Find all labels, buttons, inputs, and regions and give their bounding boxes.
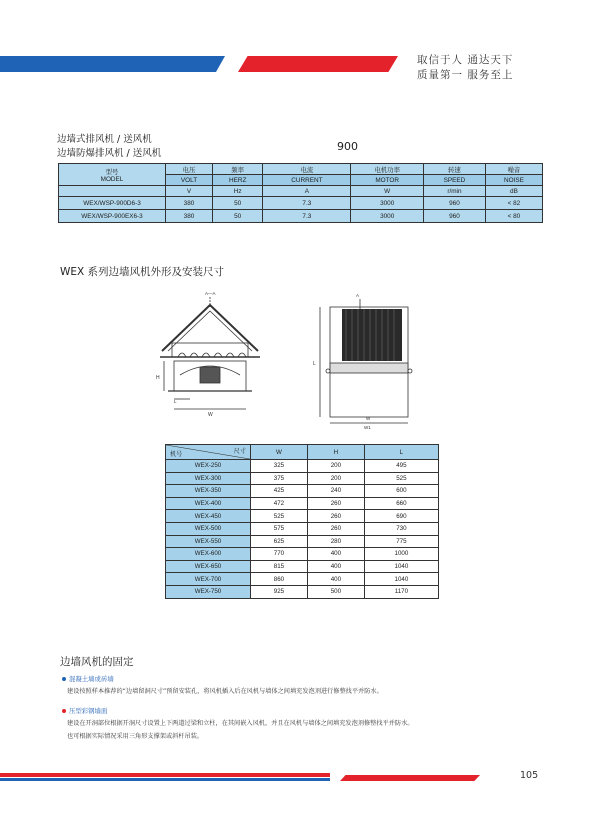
fan-type-line-1: 边墙式排风机 / 送风机	[57, 134, 152, 145]
spec-col-en: MOTOR	[351, 175, 424, 186]
fixing-item-2-text-2: 也可根据实际情况采用三角形支撑架或斜杆吊装。	[67, 733, 204, 740]
spec-col-unit: V	[166, 186, 213, 197]
dim-row	[166, 548, 439, 561]
spec-row	[59, 210, 543, 223]
dim-cell: 280	[307, 535, 364, 548]
spec-col-cn: 电压	[166, 164, 213, 175]
spec-model-en: MODEL	[100, 175, 124, 183]
slogan-line-1: 取信于人 通达天下	[417, 54, 514, 66]
spec-model-header	[59, 164, 166, 186]
bullet-dot-icon	[62, 677, 66, 681]
dim-corner-diagonal	[166, 445, 250, 459]
spec-cell: 50	[213, 210, 263, 223]
dim-cell: 500	[307, 585, 364, 598]
dim-cell: 860	[251, 573, 308, 586]
spec-cell: 3000	[351, 197, 424, 210]
dim-cell: WEX-450	[166, 510, 251, 523]
header-red-stripe	[238, 56, 398, 72]
dim-cell: 660	[364, 497, 438, 510]
drawing-label-right-w: W	[366, 416, 371, 421]
drawing-label-a: A	[356, 293, 360, 298]
header-blue-stripe	[0, 56, 225, 72]
model-code: 900	[337, 140, 358, 153]
dim-row	[166, 522, 439, 535]
spec-col-en: SPEED	[423, 175, 485, 186]
dim-cell: 260	[307, 510, 364, 523]
drawing-label-right-w1: W1	[364, 425, 371, 430]
dim-cell: WEX-400	[166, 497, 251, 510]
spec-col-unit: dB	[485, 186, 542, 197]
dim-cell: WEX-500	[166, 522, 251, 535]
dim-cell: WEX-650	[166, 560, 251, 573]
spec-cell: 7.3	[263, 210, 351, 223]
spec-cell: 960	[423, 210, 485, 223]
fixing-item-2-heading	[62, 706, 107, 715]
fixing-item-1-text: 建设按照样本推荐的“边墙留洞尺寸”预留安装孔，将风机插入后在风机与墙体之间填充发泡剂进行修整找平并防水。	[67, 688, 383, 695]
drawing-label-section: A—A	[205, 291, 216, 296]
spec-col-unit: r/min	[423, 186, 485, 197]
dim-cell: WEX-350	[166, 485, 251, 498]
slogan-line-2: 质量第一 服务至上	[417, 69, 514, 81]
dimension-table	[165, 444, 439, 599]
dimension-drawings	[150, 285, 430, 430]
spec-col-en: HERZ	[213, 175, 263, 186]
dim-cell: 775	[364, 535, 438, 548]
dim-corner-bottom: 机号	[170, 451, 183, 458]
dim-row	[166, 535, 439, 548]
drawing-label-l: L	[174, 399, 177, 404]
fixing-item-2-label: 压型彩钢墙面	[69, 707, 108, 715]
dim-cell: 375	[251, 472, 308, 485]
dim-row	[166, 573, 439, 586]
spec-col-en: VOLT	[166, 175, 213, 186]
dim-cell: 730	[364, 522, 438, 535]
dim-cell: 625	[251, 535, 308, 548]
dim-cell: 925	[251, 585, 308, 598]
spec-col-cn: 转速	[423, 164, 485, 175]
spec-cell: WEX/WSP-900EX6-3	[59, 210, 166, 223]
dim-cell: 200	[307, 472, 364, 485]
spec-cell: < 82	[485, 197, 542, 210]
spec-col-cn: 电机功率	[351, 164, 424, 175]
fixing-title: 边墙风机的固定	[60, 656, 134, 668]
dim-cell: 325	[251, 460, 308, 473]
dim-cell: 525	[364, 472, 438, 485]
spec-col-cn: 噪音	[485, 164, 542, 175]
fixing-item-1-label: 混凝土墙或砖墙	[69, 675, 114, 683]
dim-cell: 472	[251, 497, 308, 510]
dim-row	[166, 472, 439, 485]
spec-col-cn: 频率	[213, 164, 263, 175]
dim-cell: 400	[307, 560, 364, 573]
dim-cell: 525	[251, 510, 308, 523]
footer-red-stripe	[0, 773, 330, 777]
dim-header-w: W	[251, 445, 308, 460]
dim-cell: 575	[251, 522, 308, 535]
fixing-item-1-heading	[62, 674, 114, 683]
dim-cell: WEX-600	[166, 548, 251, 561]
spec-cell: 3000	[351, 210, 424, 223]
dim-cell: 1040	[364, 560, 438, 573]
section-title: WEX 系列边墙风机外形及安装尺寸	[60, 266, 225, 278]
dim-cell: 770	[251, 548, 308, 561]
dim-header-l: L	[364, 445, 438, 460]
fan-type-line-2: 边墙防爆排风机 / 送风机	[57, 148, 162, 159]
dim-cell: WEX-750	[166, 585, 251, 598]
spec-col-unit: A	[263, 186, 351, 197]
dim-cell: 600	[364, 485, 438, 498]
dim-cell: 260	[307, 522, 364, 535]
spec-cell: 50	[213, 197, 263, 210]
dim-cell: 400	[307, 548, 364, 561]
dim-cell: 425	[251, 485, 308, 498]
fixing-item-2-text-1: 建设在开洞部位根据开洞尺寸设置上下两道过梁和立柱，在其间嵌入风机，并且在风机与墙体之间填充发泡剂修整找平并防水。	[67, 720, 414, 727]
dim-cell: 495	[364, 460, 438, 473]
dim-cell: 690	[364, 510, 438, 523]
dim-row	[166, 497, 439, 510]
spec-row	[59, 197, 543, 210]
bullet-dot-icon	[62, 709, 66, 713]
spec-col-unit: Hz	[213, 186, 263, 197]
spec-col-en: CURRENT	[263, 175, 351, 186]
spec-col-unit: W	[351, 186, 424, 197]
spec-cell: 380	[166, 210, 213, 223]
spec-cell: 380	[166, 197, 213, 210]
dim-row	[166, 585, 439, 598]
spec-col-cn: 电流	[263, 164, 351, 175]
spec-cell: < 80	[485, 210, 542, 223]
dim-cell: WEX-550	[166, 535, 251, 548]
dim-cell: 1170	[364, 585, 438, 598]
dim-row	[166, 485, 439, 498]
dim-corner-top: 尺寸	[233, 448, 246, 455]
dim-corner-header	[166, 445, 251, 460]
spec-cell: 7.3	[263, 197, 351, 210]
drawing-label-w: W	[208, 412, 213, 418]
dim-row	[166, 510, 439, 523]
dim-cell: WEX-700	[166, 573, 251, 586]
spec-cell: WEX/WSP-900D6-3	[59, 197, 166, 210]
spec-model-cn: 型号	[105, 168, 119, 176]
drawing-label-h: H	[156, 375, 160, 381]
spec-col-en: NOISE	[485, 175, 542, 186]
dim-cell: 260	[307, 497, 364, 510]
dim-cell: 200	[307, 460, 364, 473]
spec-unit-blank	[59, 186, 166, 197]
dim-header-h: H	[307, 445, 364, 460]
footer-blue-stripe	[0, 778, 330, 781]
dim-row	[166, 460, 439, 473]
dim-cell: 400	[307, 573, 364, 586]
dim-cell: 1000	[364, 548, 438, 561]
spec-table	[58, 163, 543, 223]
dim-cell: WEX-300	[166, 472, 251, 485]
dim-cell: WEX-250	[166, 460, 251, 473]
footer-red-stripe-2	[340, 775, 480, 781]
drawing-label-right-l: L	[313, 361, 316, 367]
page-number: 105	[520, 770, 539, 781]
dim-cell: 240	[307, 485, 364, 498]
dim-cell: 815	[251, 560, 308, 573]
dim-cell: 1040	[364, 573, 438, 586]
spec-cell: 960	[423, 197, 485, 210]
dim-row	[166, 560, 439, 573]
